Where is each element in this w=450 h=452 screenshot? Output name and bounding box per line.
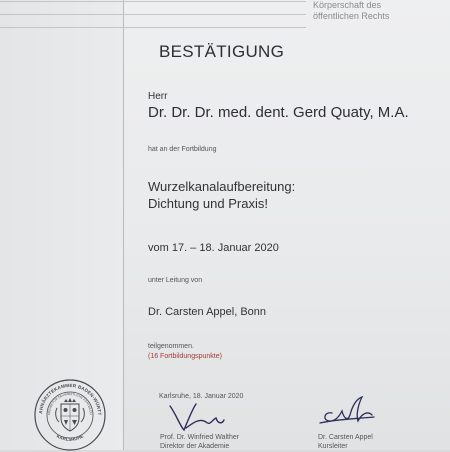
corporation-line: Körperschaft des [313, 0, 382, 10]
course-date: vom 17. – 18. Januar 2020 [148, 242, 279, 254]
course-leader-title: Kursleiter [318, 443, 348, 450]
svg-text:KARLSRUHE [56, 433, 85, 441]
course-title-line: Dichtung und Praxis! [148, 196, 268, 211]
seal-text-inner: ADEMIE FÜR ZAHNÄRZTLICHE FORTBILDU [46, 391, 94, 416]
course-leader: Dr. Carsten Appel, Bonn [148, 306, 267, 318]
official-seal-stamp [33, 378, 107, 452]
salutation: Herr [148, 91, 168, 102]
course-title-line: Wurzelkanalaufbereitung: [148, 179, 296, 194]
letterhead-rule [0, 1, 306, 2]
participation-confirmed: teilgenommen. [148, 343, 194, 350]
recipient-name: Dr. Dr. Dr. med. dent. Gerd Quaty, M.A. [148, 104, 409, 121]
coat-of-arms-icon [56, 398, 85, 431]
corporation-line: öffentlichen Rechts [313, 11, 390, 21]
document-title: BESTÄTIGUNG [159, 42, 285, 61]
margin-rule [123, 0, 124, 450]
letterhead-rule [0, 27, 306, 28]
signature-course-leader [318, 393, 376, 429]
letterhead-rule [0, 14, 306, 15]
participation-text: hat an der Fortbildung [148, 146, 217, 153]
seal-text-bottom: KARLSRUHE [55, 433, 85, 442]
course-leader-name: Dr. Carsten Appel [318, 434, 373, 441]
svg-text:LANDESZAHNÄRZTEKAMMER BADEN-WÜ [33, 378, 102, 416]
seal-text-top: AHNÄRZTEKAMMER BADEN-WÜRTT [37, 382, 103, 416]
place-and-date: Karlsruhe, 18. Januar 2020 [159, 393, 244, 400]
led-by-text: unter Leitung von [148, 277, 203, 284]
director-title: Direktor der Akademie [160, 443, 230, 450]
signature-director [166, 400, 226, 434]
corporation-note [313, 0, 389, 22]
director-name: Prof. Dr. Winfried Walther [160, 434, 240, 441]
credit-points: (16 Fortbildungspunkte) [148, 353, 222, 360]
